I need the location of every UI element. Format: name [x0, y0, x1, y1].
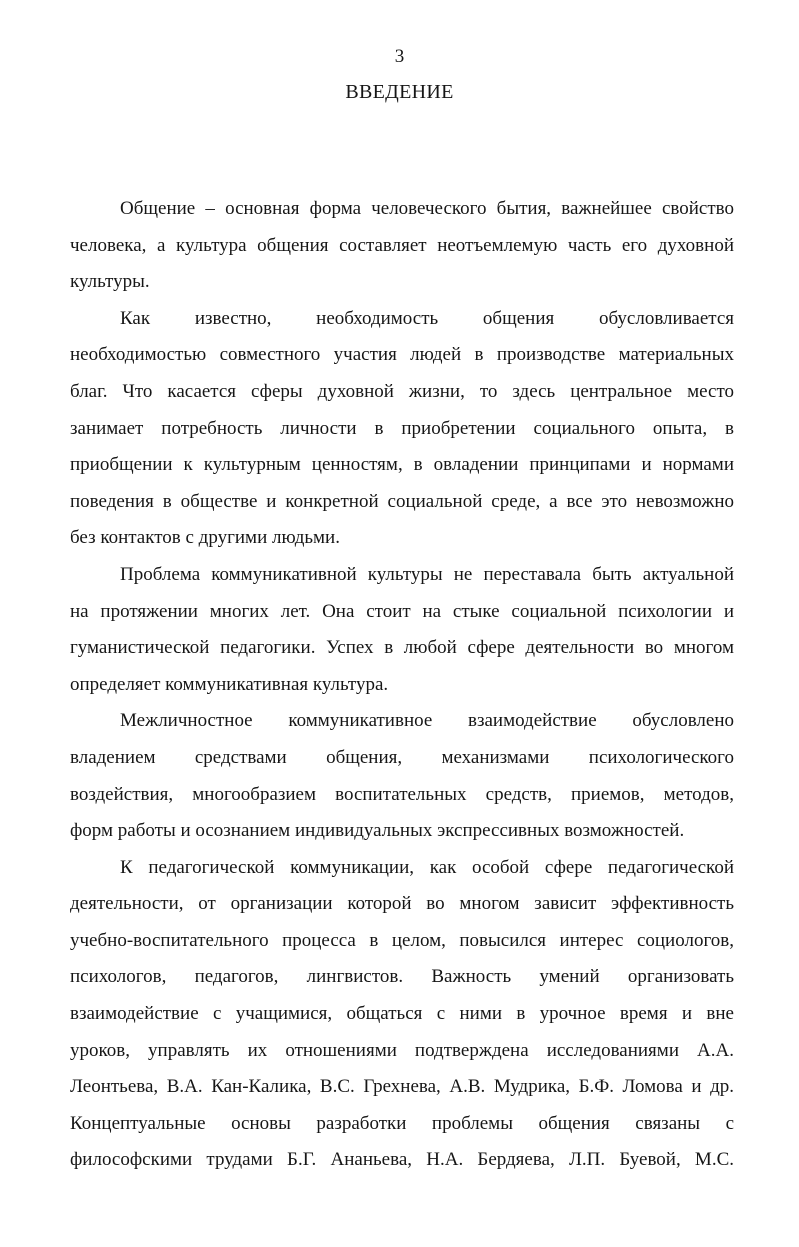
text-line: необходимостью совместного участия людей в производстве материальных — [70, 344, 734, 366]
text-line: философскими трудами Б.Г. Ананьева, Н.А. Бердяева, Л.П. Буевой, М.С. — [70, 1149, 734, 1171]
text-line: благ. Что касается сферы духовной жизни, то здесь центральное место — [70, 380, 734, 402]
text-line: определяет коммуникативная культура. — [70, 673, 389, 695]
paragraph-5 — [70, 850, 734, 1179]
text-line: человека, а культура общения составляет неотъемлемую часть его духовной — [70, 234, 734, 256]
body-text — [70, 191, 734, 1179]
text-line: Концептуальные основы разработки проблемы общения связаны с — [70, 1112, 734, 1134]
paragraph-3 — [70, 557, 734, 703]
text-line: учебно-воспитательного процесса в целом, повысился интерес социологов, — [70, 929, 734, 951]
text-line: воздействия, многообразием воспитательных средств, приемов, методов, — [70, 783, 734, 805]
text-line: Общение – основная форма человеческого бытия, важнейшее свойство — [120, 198, 734, 219]
text-line: Межличностное коммуникативное взаимодействие обусловлено — [120, 710, 734, 732]
text-line: форм работы и осознанием индивидуальных экспрессивных возможностей. — [70, 820, 685, 842]
text-line: гуманистической педагогики. Успех в любой сфере деятельности во многом — [70, 637, 734, 659]
text-line: без контактов с другими людьми. — [70, 527, 340, 549]
text-line: Как известно, необходимость общения обусловливается — [120, 307, 734, 329]
text-line: взаимодействие с учащимися, общаться с ними в урочное время и вне — [70, 1003, 734, 1025]
text-line: уроков, управлять их отношениями подтверждена исследованиями А.А. — [70, 1039, 734, 1061]
paragraph-1 — [70, 191, 734, 301]
text-line: Проблема коммуникативной культуры не переставала быть актуальной — [120, 563, 734, 585]
text-line: на протяжении многих лет. Она стоит на стыке социальной психологии и — [70, 600, 734, 622]
text-line: занимает потребность личности в приобретении социального опыта, в — [70, 417, 734, 439]
page-title: ВВЕДЕНИЕ — [345, 81, 454, 103]
text-line: деятельности, от организации которой во многом зависит эффективность — [70, 893, 734, 915]
text-line: психологов, педагогов, лингвистов. Важность умений организовать — [70, 966, 734, 988]
text-line: Леонтьева, В.А. Кан-Калика, В.С. Грехнева, А.В. Мудрика, Б.Ф. Ломова и др. — [70, 1076, 734, 1098]
paragraph-2 — [70, 301, 734, 557]
page-number: 3 — [394, 46, 405, 67]
text-line: приобщении к культурным ценностям, в овладении принципами и нормами — [70, 454, 734, 476]
text-line: поведения в обществе и конкретной социальной среде, а все это невозможно — [70, 490, 734, 512]
text-line: владением средствами общения, механизмами психологического — [70, 746, 734, 768]
paragraph-4 — [70, 703, 734, 849]
text-line: культуры. — [70, 271, 150, 293]
text-line: К педагогической коммуникации, как особой сфере педагогической — [120, 856, 734, 878]
